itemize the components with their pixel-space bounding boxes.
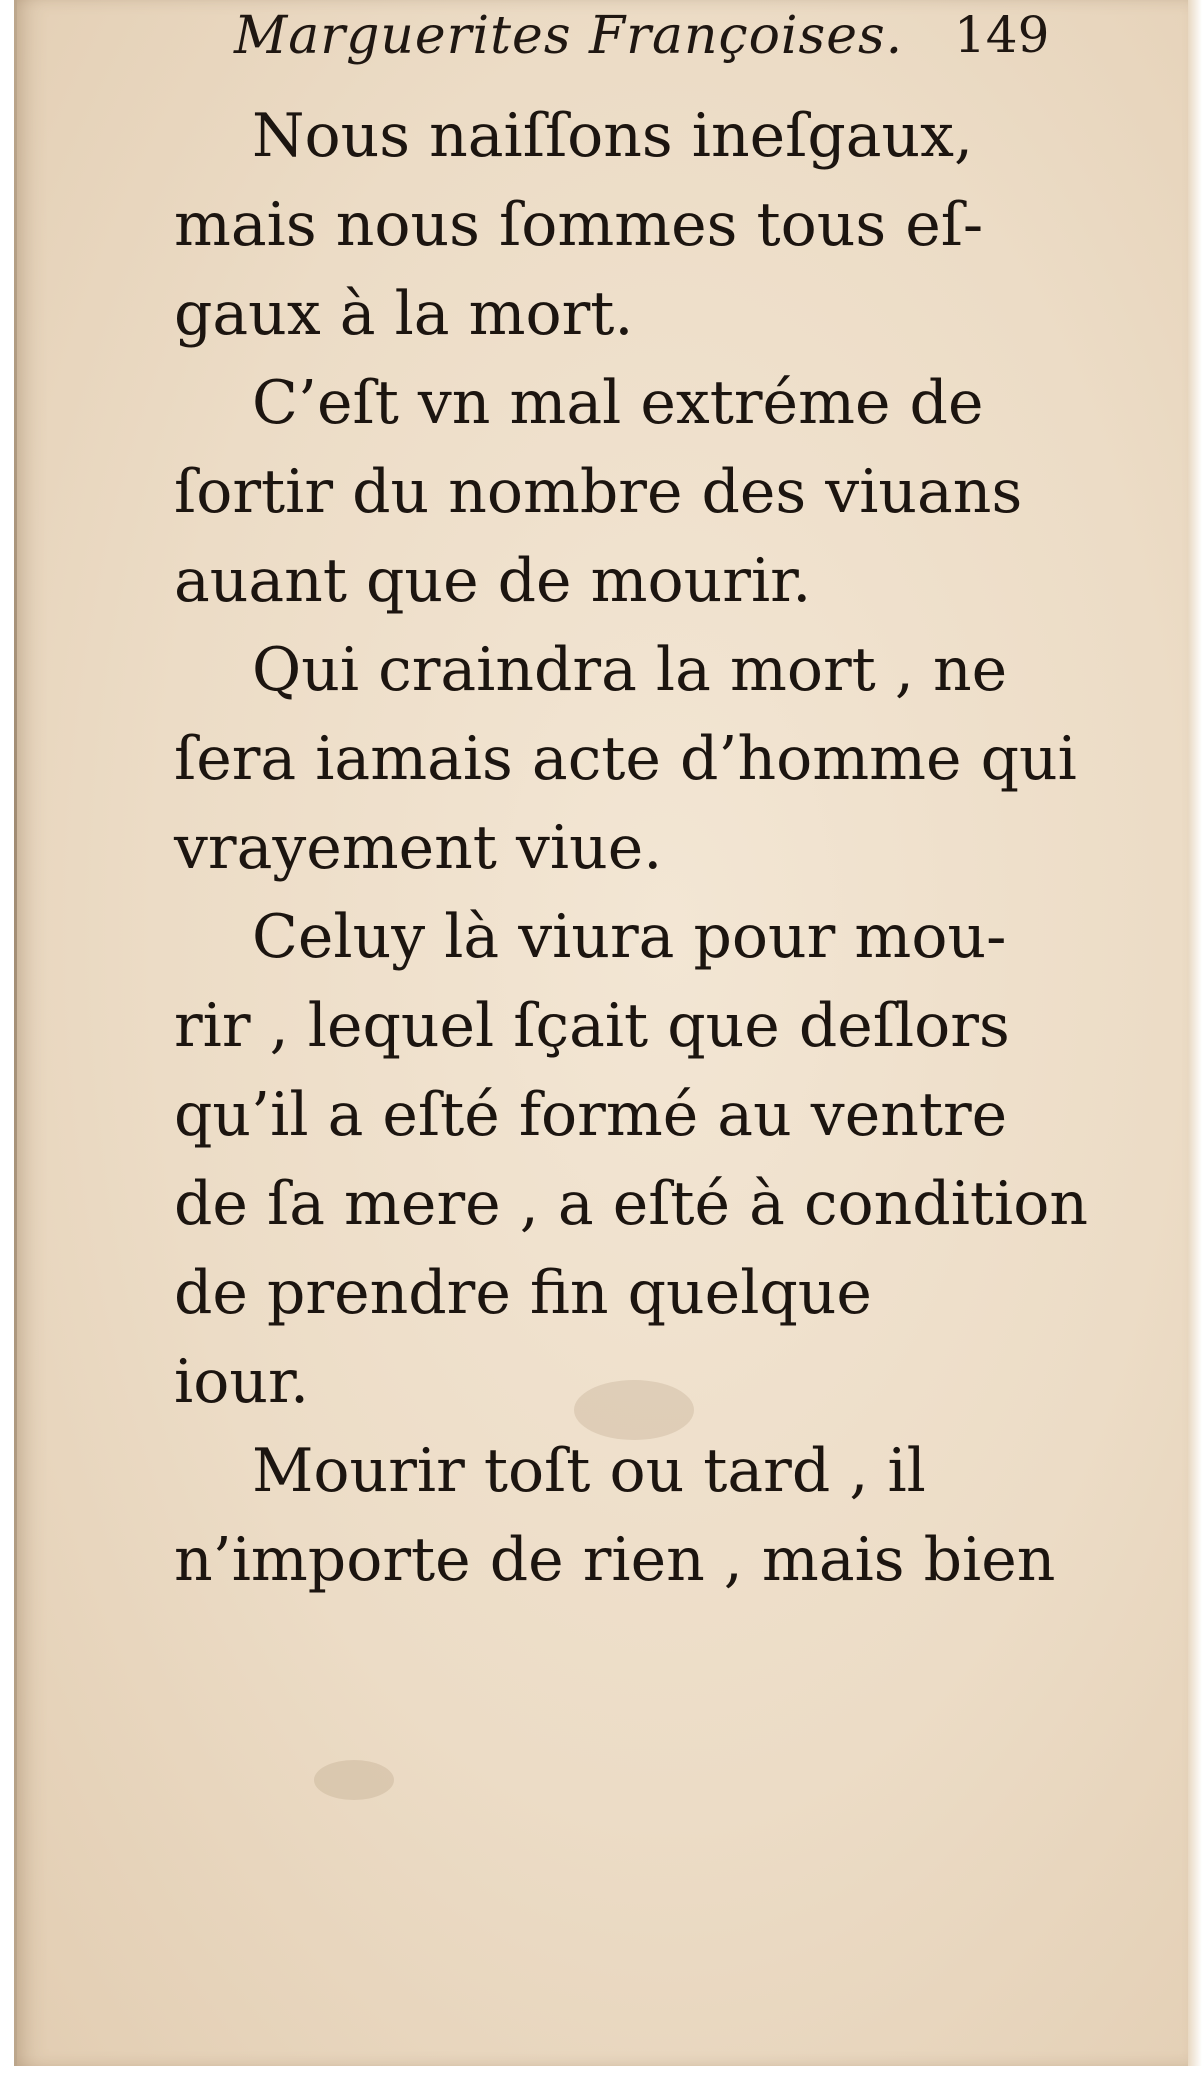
book-page [14,0,1202,2066]
text-line: mais nous ſommes tous eſ- [174,190,984,260]
page-gutter-shadow [14,0,17,2066]
text-line: gaux à la mort. [174,279,634,349]
text-line: ſortir du nombre des viuans [174,457,1023,527]
text-line: C’eſt vn mal extréme de [252,368,984,438]
body-text [174,92,1104,1605]
page-number: 149 [954,6,1050,64]
running-title: Marguerites Françoises. [234,6,904,66]
paper-stain [314,1760,394,1800]
text-line: iour. [174,1347,310,1417]
text-line: Nous naiſſons ineſgaux, [252,101,974,171]
text-line: vrayement viue. [174,813,663,883]
text-line: n’importe de rien , mais bien [174,1525,1056,1595]
text-line: qu’il a eſté formé au ventre [174,1080,1008,1150]
text-line: de ſa mere , a eſté à condition [174,1169,1088,1239]
text-line: ſera iamais acte d’homme qui [174,724,1077,794]
text-line: Qui craindra la mort , ne [252,635,1008,705]
text-line: de prendre fin quelque [174,1258,872,1328]
text-line: Mourir toſt ou tard , il [252,1436,926,1506]
text-line: rir , lequel ſçait que deſlors [174,991,1010,1061]
text-line: auant que de mourir. [174,546,812,616]
page-edge [1188,0,1202,2066]
page-header [234,6,1114,86]
text-line: Celuy là viura pour mou- [252,902,1007,972]
